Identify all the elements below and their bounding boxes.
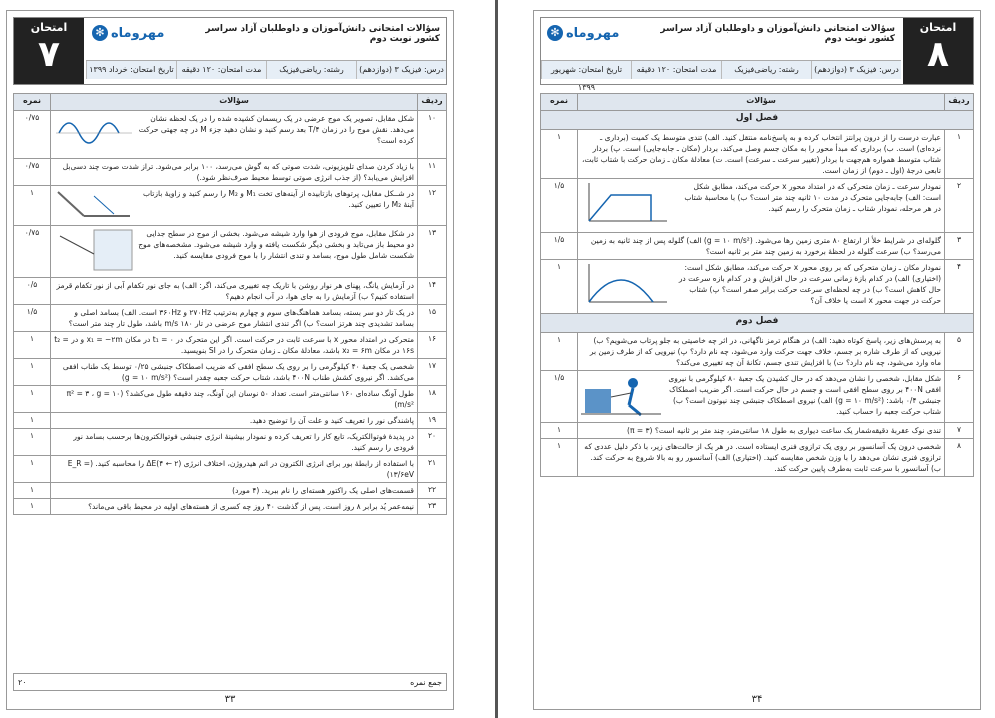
section-title: فصل اول [541, 111, 974, 130]
question-text: پاشندگی نور را تعریف کنید و علت آن را توضیح دهید. [249, 416, 414, 425]
question-row [14, 456, 447, 483]
right-question-table [540, 93, 974, 477]
question-score: ۰/۷۵ [14, 226, 51, 278]
question-row [541, 371, 974, 423]
question-cell [51, 159, 418, 186]
page-number: ۳۳ [224, 694, 236, 705]
question-row [14, 359, 447, 386]
question-number: ۲۰ [418, 429, 447, 456]
question-score: ۱/۵ [541, 179, 578, 233]
duration: مدت امتحان: ۱۲۰ دقیقه [176, 61, 266, 79]
question-text: تندی نوک عقربهٔ دقیقه‌شمار یک ساعت دیواری به طول ۱۸ سانتی‌متر، چند متر بر ثانیه است؟ (π = ۳) [627, 426, 941, 435]
fan-icon: ✻ [92, 25, 108, 41]
question-number: ۱۹ [418, 413, 447, 429]
question-text: به پرسش‌های زیر، پاسخ کوتاه دهید: الف) در هنگام ترمز ناگهانی، در اثر چه خاصیتی به جلو پرتاب می‌شویم؟ ب) نیرویی که از طرف شاره بر جسم، خلاف جهت حرکت وارد می‌شود، چه نام دارد؟ پ) نیرویی که از طرف زمین بر ماه وارد می‌شود، چه نام دارد؟ ت) با افزایش تندی جسم، تکانهٔ آن چه تغییری می‌کند؟ [589, 336, 941, 367]
question-cell [578, 130, 945, 179]
right-page [533, 10, 981, 710]
question-number: ۲۲ [418, 483, 447, 499]
question-cell [51, 429, 418, 456]
question-row [14, 159, 447, 186]
question-score: ۱ [541, 333, 578, 371]
question-score: ۱ [14, 456, 51, 483]
question-number: ۱۱ [418, 159, 447, 186]
question-text: نیمه‌عمر یُد برابر ۸ روز است. پس از گذشت ۴۰ روز چه کسری از هسته‌های اولیه در محیط باقی می‌ماند؟ [88, 502, 414, 511]
question-row [14, 186, 447, 226]
left-question-table [13, 93, 447, 515]
header-title: سؤالات امتحانی دانش‌آموزان و داوطلبان آزاد سراسر کشور نوبت دوم [660, 24, 895, 44]
course: درس: فیزیک ۳ (دوازدهم) [356, 61, 446, 79]
question-score: ۱ [14, 483, 51, 499]
question-text: قسمت‌های اصلی یک راکتور هسته‌ای را نام ببرید. (۴ مورد) [232, 486, 414, 495]
vt-figure [581, 181, 671, 230]
question-row [14, 111, 447, 159]
question-score: ۱/۵ [14, 305, 51, 332]
question-text: گلوله‌ای در شرایط خلأ از ارتفاع ۸۰ متری زمین رها می‌شود. (g = ۱۰ m/s²) الف) گلوله پس از چند ثانیه به زمین می‌رسد؟ ب) سرعت گلوله در لحظهٔ برخورد به زمین چند متر بر ثانیه است؟ [590, 236, 941, 256]
exam-label: امتحان [30, 21, 68, 34]
question-text: در پدیدهٔ فوتوالکتریک، تابع کار را تعریف کرده و نمودار بیشینهٔ انرژی جنبشی فوتوالکترون‌ها برحسب بسامد نور فرودی را رسم کنید. [73, 432, 414, 452]
question-number: ۴ [945, 260, 974, 314]
question-row [541, 179, 974, 233]
question-row [541, 439, 974, 477]
question-row [541, 333, 974, 371]
question-number: ۷ [945, 423, 974, 439]
question-row [14, 332, 447, 359]
section-row [541, 111, 974, 130]
question-number: ۱۵ [418, 305, 447, 332]
field: رشته: ریاضی‌فیزیک [721, 61, 811, 79]
question-text: در شــکل مقابل، پرتوهای بازتابیده از آینه‌های تخت M₁ و M₂ را رسم کنید و زاویهٔ بازتاب آینهٔ M₂ را تعیین کنید. [142, 189, 414, 209]
question-text: در یک تار دو سر بسته، بسامد هماهنگ‌های سوم و چهارم به‌ترتیب ۲۷۰Hz و ۳۶۰Hz است. الف) بسامد اصلی و بسامد تشدیدی چند هرتز است؟ ب) اگر تندی انتشار موج عرضی در تار ۱۸۰ m/s باشد، طول تار چند متر است؟ [68, 308, 414, 328]
question-text: با استفاده از رابطهٔ بور برای انرژی الکترون در اتم هیدروژن، اختلاف انرژی (۲ ← ۴)ΔE را محاسبه کنید. (E_R = ۱۳/۶eV) [67, 459, 414, 479]
question-score: ۱ [14, 413, 51, 429]
question-text: در آزمایش یانگ، پهنای هر نوار روشن با تاریک چه تغییری می‌کند، اگر: الف) به جای نور تکفام آبی از نور تکفام قرمز استفاده کنیم؟ ب) آزمایش را به جای هوا، در آب انجام دهیم؟ [56, 281, 414, 301]
question-cell [578, 423, 945, 439]
push-figure [581, 373, 661, 420]
question-text: نمودار سرعت ـ زمان متحرکی که در امتداد محور x حرکت می‌کند، مطابق شکل است: الف) جابه‌جایی متحرک در مدت ۱۰ ثانیه چند متر است؟ ب) با محاسبهٔ شتاب در هر مرحله، نمودار شتاب ـ زمان متحرک را رسم کنید. [684, 182, 941, 213]
question-cell [578, 371, 945, 423]
col-row: ردیف [418, 94, 447, 111]
exam-info-row [541, 60, 901, 92]
question-number: ۲ [945, 179, 974, 233]
question-cell [51, 226, 418, 278]
question-cell [51, 483, 418, 499]
question-number: ۱۸ [418, 386, 447, 413]
question-row [541, 260, 974, 314]
question-number: ۱۶ [418, 332, 447, 359]
question-number: ۶ [945, 371, 974, 423]
question-number: ۱ [945, 130, 974, 179]
question-cell [578, 333, 945, 371]
question-text: شخصی یک جعبهٔ ۴۰ کیلوگرمی را بر روی یک سطح افقی که ضریب اصطکاک جنبشی ۰/۲۵ توسط یک طناب افقی می‌کشد. اگر نیروی کشش طناب ۴۰۰N باشد، شتاب حرکت جعبه چقدر است؟ (g = ۱۰ m/s²) [62, 362, 414, 382]
fan-icon: ✻ [547, 25, 563, 41]
left-exam-badge [14, 18, 84, 84]
question-text: شخصی درون یک آسانسور بر روی یک ترازوی فنری ایستاده است. در هر یک از حالت‌های زیر، با ذکر دلیل عددی که ترازوی فنری نشان می‌دهد را با وزن شخص مقایسه کنید. (اختیاری) الف) آسانسور رو به بالا شروع به حرکت کند. ب) آسانسور با سرعت ثابت به‌طرف پایین حرکت کند. [584, 442, 941, 473]
question-number: ۱۴ [418, 278, 447, 305]
question-row [14, 483, 447, 499]
glass-figure [54, 228, 134, 275]
right-exam-badge [903, 18, 973, 84]
question-cell [51, 413, 418, 429]
exam-number: ۸ [927, 34, 949, 75]
question-score: ۱ [14, 332, 51, 359]
question-number: ۵ [945, 333, 974, 371]
right-header [540, 17, 974, 92]
total-label: جمع نمره [410, 677, 442, 687]
exam-info-row [86, 60, 446, 79]
course: درس: فیزیک ۳ (دوازدهم) [811, 61, 901, 79]
mirror-figure [54, 188, 134, 223]
page-number: ۳۴ [751, 694, 763, 705]
col-score: نمره [541, 94, 578, 111]
question-cell [578, 260, 945, 314]
header-title: سؤالات امتحانی دانش‌آموزان و داوطلبان آزاد سراسر کشور نوبت دوم [205, 24, 440, 44]
field: رشته: ریاضی‌فیزیک [266, 61, 356, 79]
exam-number: ۷ [38, 34, 60, 75]
question-score: ۱ [14, 499, 51, 515]
question-score: ۱ [14, 186, 51, 226]
left-page [6, 10, 454, 710]
exam-date: تاریخ امتحان: شهریور ۱۳۹۹ [541, 61, 631, 79]
question-text: طول آونگ ساده‌ای ۱۶۰ سانتی‌متر است. تعداد ۵۰ نوسان این آونگ، چند دقیقه طول می‌کشد؟ (π² = ۳ ، g = ۱۰ m/s²) [66, 389, 414, 409]
question-number: ۱۲ [418, 186, 447, 226]
question-score: ۱ [541, 439, 578, 477]
duration: مدت امتحان: ۱۲۰ دقیقه [631, 61, 721, 79]
question-row [541, 233, 974, 260]
question-row [541, 130, 974, 179]
question-cell [51, 278, 418, 305]
book-spine [495, 0, 498, 718]
question-score: ۱ [541, 260, 578, 314]
question-number: ۱۳ [418, 226, 447, 278]
question-text: در شکل مقابل، موج فرودی از هوا وارد شیشه می‌شود. بخشی از موج در سطح جدایی دو محیط باز می‌تابد و بخشی دیگر شکست یافته و وارد شیشه می‌شود. مشخصه‌های موج شکست شامل طول موج، بسامد و تندی انتشار را با موج فرودی مقایسه کنید. [138, 229, 414, 260]
question-cell [51, 386, 418, 413]
total-row [13, 673, 447, 691]
question-cell [578, 179, 945, 233]
left-header [13, 17, 447, 85]
total-value: ۲۰ [18, 677, 27, 687]
question-score: ۰/۷۵ [14, 111, 51, 159]
question-score: ۱/۵ [541, 233, 578, 260]
question-score: ۰/۵ [14, 278, 51, 305]
exam-date: تاریخ امتحان: خرداد ۱۳۹۹ [86, 61, 176, 79]
col-questions: سؤالات [578, 94, 945, 111]
question-row [14, 499, 447, 515]
logo-text: مهروماه [566, 25, 620, 41]
question-text: شکل مقابل، تصویر یک موج عرضی در یک ریسمان کشیده شده را در یک لحظه نشان می‌دهد. نقش موج را در زمان T/۴ بعد رسم کنید و نشان دهید جزء M در چه جهتی حرکت کرده است؟ [138, 114, 414, 145]
question-number: ۲۱ [418, 456, 447, 483]
brand-logo [92, 22, 174, 44]
question-score: ۰/۷۵ [14, 159, 51, 186]
col-score: نمره [14, 94, 51, 111]
question-row [14, 429, 447, 456]
col-row: ردیف [945, 94, 974, 111]
question-cell [51, 186, 418, 226]
question-cell [51, 359, 418, 386]
question-score: ۱ [541, 130, 578, 179]
question-cell [51, 111, 418, 159]
question-cell [51, 332, 418, 359]
question-score: ۱/۵ [541, 371, 578, 423]
wave-figure [54, 113, 134, 156]
question-number: ۸ [945, 439, 974, 477]
question-row [14, 305, 447, 332]
logo-text: مهروماه [111, 25, 165, 41]
question-cell [51, 499, 418, 515]
question-cell [51, 305, 418, 332]
section-title: فصل دوم [541, 314, 974, 333]
question-text: عبارت درست را از درون پرانتز انتخاب کرده و به پاسخ‌نامه منتقل کنید. الف) تندی متوسط یک کمیت (برداری ـ نرده‌ای) است. ب) برداری که مبدأ محور را به مکان جسم وصل می‌کند، بردار (مکان ـ جابه‌جایی) است. پ) بردار شتاب متوسط همواره هم‌جهت با بردار (تغییر سرعت ـ سرعت) است. ت) معادلهٔ مکان ـ زمان حرکت با شتاب ثابت، تابعی درجهٔ (اول ـ دوم) از زمان است. [581, 133, 941, 175]
question-text: نمودار مکان ـ زمان متحرکی که بر روی محور x حرکت می‌کند، مطابق شکل است: (اختیاری) الف) در کدام بازهٔ زمانی سرعت در حال افزایش و در کدام بازه سرعت در حال کاهش است؟ ب) در چه لحظه‌ای سرعت حرکت برابر صفر است؟ پ) شتاب حرکت در جهت محور x است یا خلاف آن؟ [678, 263, 941, 305]
question-text: متحرکی در امتداد محور x با سرعت ثابت در حرکت است. اگر این متحرک در t₁ = ۰ در مکان x₁ = −۲m و در t₂ = ۱۶s در مکان x₂ = ۶m باشد، معادلهٔ مکان ـ زمان متحرک را در SI بنویسید. [54, 335, 414, 355]
question-score: ۱ [14, 386, 51, 413]
question-row [14, 278, 447, 305]
xt-figure [581, 262, 671, 311]
question-text: شکل مقابل، شخصی را نشان می‌دهد که در حال کشیدن یک جعبهٔ ۸۰ کیلوگرمی با نیروی افقی ۴۰۰N بر روی سطح افقی است و جسم در حال حرکت است. اگر ضریب اصطکاک جنبشی ۰/۴ باشد: (g = ۱۰ m/s²) الف) نیروی اصطکاک جنبشی چند نیوتون است؟ ب) شتاب حرکت جعبه را حساب کنید. [668, 374, 941, 416]
question-score: ۱ [541, 423, 578, 439]
brand-logo [547, 22, 629, 44]
exam-label: امتحان [919, 21, 957, 34]
question-row [541, 423, 974, 439]
question-number: ۱۰ [418, 111, 447, 159]
question-cell [578, 233, 945, 260]
question-row [14, 226, 447, 278]
question-cell [578, 439, 945, 477]
question-number: ۱۷ [418, 359, 447, 386]
question-score: ۱ [14, 429, 51, 456]
question-cell [51, 456, 418, 483]
question-number: ۳ [945, 233, 974, 260]
question-score: ۱ [14, 359, 51, 386]
section-row [541, 314, 974, 333]
question-row [14, 413, 447, 429]
col-questions: سؤالات [51, 94, 418, 111]
question-row [14, 386, 447, 413]
question-number: ۲۳ [418, 499, 447, 515]
question-text: با زیاد کردن صدای تلویزیونی، شدت صوتی که به گوش می‌رسد، ۱۰۰ برابر می‌شود. تراز شدت صوت چند دسی‌بل افزایش می‌یابد؟ (از جذب انرژی صوتی توسط محیط صرف‌نظر شود.) [62, 162, 414, 182]
